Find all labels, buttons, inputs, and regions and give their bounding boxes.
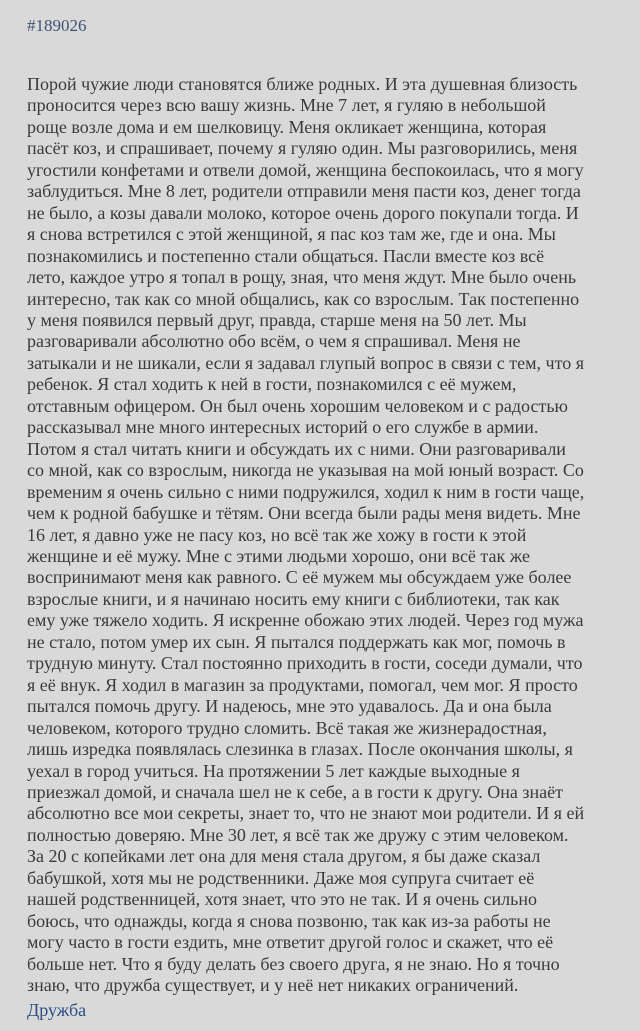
post-text-line: интересно, так как со мной общались, как со взрослым. Так постепенно (27, 288, 580, 309)
post-text-line: За 20 с копейками лет она для меня стала другом, я бы даже сказал (27, 846, 541, 867)
post-text-line: пытался помочь другу. И надеюсь, мне это удавалось. Да и она была (27, 696, 552, 717)
post-text-line: отставным офицером. Он был очень хорошим человеком и с радостью (27, 395, 568, 416)
post-text-line: уехал в город учиться. На протяжении 5 лет каждые выходные я (27, 760, 520, 781)
post-text-line: проносится через всю вашу жизнь. Мне 7 лет, я гуляю в небольшой (27, 95, 546, 116)
post-text-line: лето, каждое утро я топал в рощу, зная, что меня ждут. Мне было очень (27, 267, 577, 288)
post-text-line: ему уже тяжело ходить. Я искренне обожаю этих людей. Через год мужа (27, 610, 584, 631)
post-text-line: не было, а козы давали молоко, которое очень дорого покупали тогда. И (27, 202, 579, 223)
post-text-line: заблудиться. Мне 8 лет, родители отправили меня пасти коз, денег тогда (27, 181, 581, 202)
post-text-line: бабушкой, хотя мы не родственники. Даже моя супруга считает её (27, 867, 535, 888)
post-text-line: воспринимают меня как равного. С её мужем мы обсуждаем уже более (27, 567, 572, 588)
post-text-line: больше нет. Что я буду делать без своего друга, я не знаю. Но я точно (27, 953, 560, 974)
post-text-line: могу часто в гости ездить, мне ответит другой голос и скажет, что её (27, 932, 554, 953)
post-text-line: разговаривали абсолютно обо всём, о чем я спрашивал. Меня не (27, 331, 521, 352)
post-text-line: 16 лет, я давно уже не пасу коз, но всё так же хожу в гости к этой (27, 524, 527, 545)
post-text-line: боюсь, что однажды, когда я снова позвоню, так как из-за работы не (27, 910, 551, 931)
post-text-line: не стало, потом умер их сын. Я пытался поддержать как мог, помочь в (27, 631, 566, 652)
post-text-line: пасёт коз, и спрашивает, почему я гуляю один. Мы разговорились, меня (27, 138, 578, 159)
post-text-line: я её внук. Я ходил в магазин за продуктами, помогал, чем мог. Я просто (27, 674, 578, 695)
post-text-line: Потом я стал читать книги и обсуждать их с ними. Они разговаривали (27, 438, 566, 459)
post-text-line: затыкали и не шикали, если я задавал глупый вопрос в связи с тем, что я (27, 352, 584, 373)
post-text-line: со мной, как со взрослым, никогда не указывая на мой юный возраст. Со (27, 460, 584, 481)
post-text-line: роще возле дома и ем шелковицу. Меня окликает женщина, которая (27, 116, 547, 137)
post-body (27, 74, 584, 996)
post-text-line: познакомились и постепенно стали общаться. Пасли вместе коз всё (27, 245, 545, 266)
post-text-line: полностью доверяю. Мне 30 лет, я всё так же дружу с этим человеком. (27, 824, 569, 845)
post-text-line: трудную минуту. Стал постоянно приходить в гости, соседи думали, что (27, 653, 583, 674)
post-text-line: я снова встретился с этой женщиной, я пас коз там же, где и она. Мы (27, 224, 556, 245)
post-text-line: нашей родственницей, хотя знает, что это не так. И я очень сильно (27, 889, 537, 910)
post-text-line: чем к родной бабушке и тётям. Они всегда были рады меня видеть. Мне (27, 503, 581, 524)
post-text-line: Порой чужие люди становятся ближе родных. И эта душевная близость (27, 74, 578, 94)
post-text-line: взрослые книги, и я начинаю носить ему книги с библиотеки, так как (27, 588, 560, 609)
post-text-line: абсолютно все мои секреты, знает то, что не знают мои родители. И я ей (27, 803, 585, 824)
post-text-line: рассказывал мне много интересных историй о его службе в армии. (27, 417, 539, 438)
post-text-line: временим я очень сильно с ними подружился, ходил к ним в гости чаще, (27, 481, 585, 502)
post-text-line: лишь изредка появлялась слезинка в глазах. После окончания школы, я (27, 739, 573, 760)
post-id-link[interactable]: #189026 (27, 16, 87, 35)
post-text-line: приезжал домой, и сначала шел не к себе, а в гости к другу. Она знаёт (27, 781, 563, 802)
post-text-line: человеком, которого трудно сломить. Всё такая же жизнерадостная, (27, 717, 547, 738)
post-text-line: знаю, что дружба существует, и у неё нет никаких ограничений. (27, 975, 519, 996)
post-text-line: женщине и её мужу. Мне с этими людьми хорошо, они всё так же (27, 545, 530, 566)
post-text-line: ребенок. Я стал ходить к ней в гости, познакомился с её мужем, (27, 374, 517, 395)
post-text-line: угостили конфетами и отвели домой, женщина беспокоилась, что я могу (27, 159, 584, 180)
tag-link-friendship[interactable]: Дружба (27, 1000, 87, 1020)
post-text-line: у меня появился первый друг, правда, старше меня на 50 лет. Мы (27, 309, 527, 330)
